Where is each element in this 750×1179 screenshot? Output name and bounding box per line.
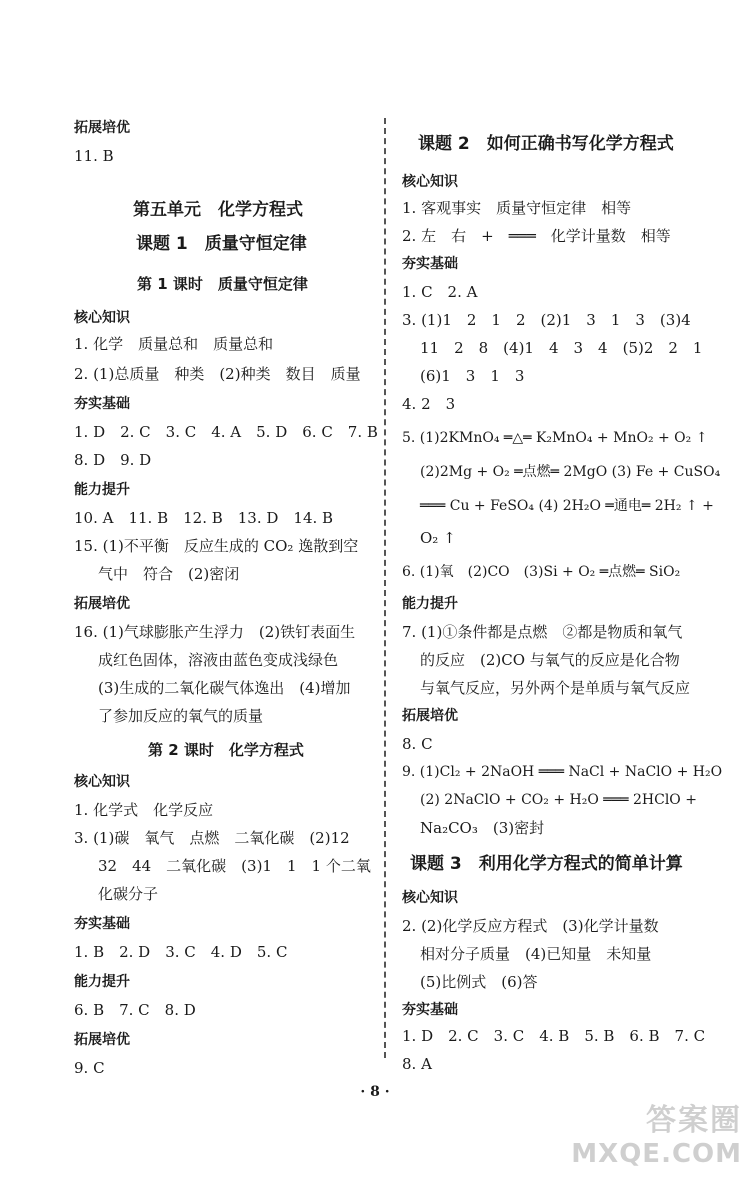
answer-line: 4. 2 3: [402, 395, 456, 413]
answer-line: 气中 符合 (2)密闭: [98, 565, 240, 583]
page-number: · 8 ·: [360, 1084, 390, 1100]
answer-line: 2. 左 右 + ═══ 化学计量数 相等: [402, 227, 671, 245]
unit-title: 第五单元 化学方程式: [133, 200, 303, 220]
section-heading: 能力提升: [402, 596, 458, 612]
answer-line: 1. B 2. D 3. C 4. D 5. C: [74, 943, 288, 961]
answer-line: 的反应 (2)CO 与氧气的反应是化合物: [420, 651, 680, 669]
column-divider: [384, 118, 386, 1058]
answer-line: 成红色固体，溶液由蓝色变成浅绿色: [98, 651, 339, 669]
equation-line: (2) 2NaClO + CO₂ + H₂O ═══ 2HClO +: [420, 792, 697, 808]
lesson-title: 课题 2 如何正确书写化学方程式: [418, 134, 674, 154]
answer-line: 6. B 7. C 8. D: [74, 1001, 196, 1019]
answer-line: 11. B: [74, 147, 114, 165]
equation-line: 9. (1)Cl₂ + 2NaOH ═══ NaCl + NaClO + H₂O: [402, 764, 723, 780]
answer-line: 8. D 9. D: [74, 451, 152, 469]
equation-line: (2)2Mg + O₂ ═点燃═ 2MgO (3) Fe + CuSO₄: [420, 464, 721, 480]
answer-line: 1. D 2. C 3. C 4. A 5. D 6. C 7. B: [74, 423, 378, 441]
section-heading: 核心知识: [74, 774, 130, 790]
answer-line: 1. 化学 质量总和 质量总和: [74, 335, 274, 353]
equation-line: 6. (1)氧 (2)CO (3)Si + O₂ ═点燃═ SiO₂: [402, 564, 681, 580]
section-heading: 拓展培优: [74, 120, 130, 136]
section-heading: 夯实基础: [402, 256, 458, 272]
section-heading: 夯实基础: [402, 1002, 458, 1018]
answer-line: 了参加反应的氧气的质量: [98, 707, 264, 725]
lesson-title: 课题 3 利用化学方程式的简单计算: [410, 854, 683, 874]
period-title: 第 2 课时 化学方程式: [148, 741, 304, 759]
watermark-logo: 答案圈: [646, 1103, 742, 1138]
equation-line: Na₂CO₃ (3)密封: [420, 819, 545, 837]
answer-line: 1. 客观事实 质量守恒定律 相等: [402, 199, 632, 217]
lesson-title: 课题 1 质量守恒定律: [136, 234, 307, 254]
section-heading: 核心知识: [402, 174, 458, 190]
section-heading: 拓展培优: [402, 708, 458, 724]
equation-line: ═══ Cu + FeSO₄ (4) 2H₂O ═通电═ 2H₂ ↑ +: [420, 498, 714, 514]
answer-line: 10. A 11. B 12. B 13. D 14. B: [74, 509, 334, 527]
answer-line: (6)1 3 1 3: [420, 367, 525, 385]
section-heading: 核心知识: [74, 310, 130, 326]
answer-line: 相对分子质量 (4)已知量 未知量: [420, 945, 652, 963]
period-title: 第 1 课时 质量守恒定律: [137, 275, 308, 293]
section-heading: 夯实基础: [74, 396, 130, 412]
answer-line: 与氧气反应，另外两个是单质与氧气反应: [420, 679, 691, 697]
section-heading: 拓展培优: [74, 1032, 130, 1048]
answer-line: 2. (2)化学反应方程式 (3)化学计量数: [402, 917, 659, 935]
answer-line: (5)比例式 (6)答: [420, 973, 538, 991]
section-heading: 能力提升: [74, 482, 130, 498]
answer-line: 15. (1)不平衡 反应生成的 CO₂ 逸散到空: [74, 537, 359, 555]
section-heading: 拓展培优: [74, 596, 130, 612]
answer-line: 3. (1)碳 氧气 点燃 二氧化碳 (2)12: [74, 829, 350, 847]
watermark-url: MXQE.COM: [571, 1139, 742, 1169]
answer-line: 16. (1)气球膨胀产生浮力 (2)铁钉表面生: [74, 623, 356, 641]
answer-line: 3. (1)1 2 1 2 (2)1 3 1 3 (3)4: [402, 311, 691, 329]
section-heading: 能力提升: [74, 974, 130, 990]
answer-line: 8. A: [402, 1055, 432, 1073]
answer-line: 9. C: [74, 1059, 105, 1077]
section-heading: 核心知识: [402, 890, 458, 906]
answer-line: 32 44 二氧化碳 (3)1 1 1 个二氧: [98, 857, 371, 875]
answer-line: 7. (1)①条件都是点燃 ②都是物质和氧气: [402, 623, 683, 641]
answer-line: 11 2 8 (4)1 4 3 4 (5)2 2 1: [420, 339, 703, 357]
answer-line: 8. C: [402, 735, 433, 753]
answer-line: 化碳分子: [98, 885, 159, 903]
equation-line: O₂ ↑: [420, 529, 456, 547]
answer-line: 1. C 2. A: [402, 283, 478, 301]
answer-line: 2. (1)总质量 种类 (2)种类 数目 质量: [74, 365, 361, 383]
watermark: [571, 1095, 742, 1169]
answer-line: (3)生成的二氧化碳气体逸出 (4)增加: [98, 679, 351, 697]
answer-line: 1. 化学式 化学反应: [74, 801, 214, 819]
section-heading: 夯实基础: [74, 916, 130, 932]
equation-line: 5. (1)2KMnO₄ ═△═ K₂MnO₄ + MnO₂ + O₂ ↑: [402, 430, 708, 446]
answer-line: 1. D 2. C 3. C 4. B 5. B 6. B 7. C: [402, 1027, 706, 1045]
